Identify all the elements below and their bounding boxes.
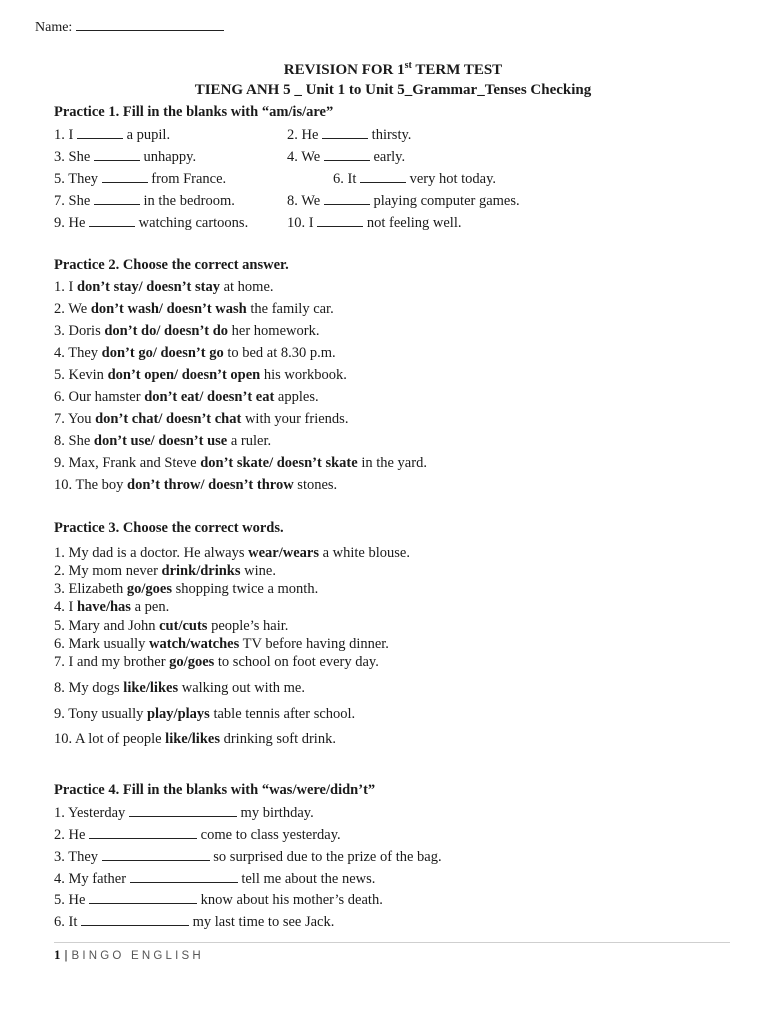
choice-option[interactable]: go/goes [126, 581, 172, 597]
practice3-item: 4. I have/has a pen. [54, 599, 170, 615]
practice4-item: 6. It my last time to see Jack. [54, 914, 335, 930]
footer-brand: BINGO ENGLISH [71, 950, 204, 962]
choice-option[interactable]: like/likes [165, 731, 220, 747]
practice1-item-10: 10. I not feeling well. [287, 215, 462, 231]
answer-blank[interactable] [89, 214, 135, 227]
choice-option[interactable]: don’t throw/ doesn’t throw [127, 477, 294, 493]
answer-blank[interactable] [94, 192, 140, 205]
choice-option[interactable]: go/goes [169, 654, 215, 670]
answer-blank[interactable] [102, 848, 210, 861]
name-field [35, 18, 224, 36]
page-number: 1 [54, 947, 61, 962]
choice-option[interactable]: don’t use/ doesn’t use [93, 433, 228, 449]
choice-option[interactable]: don’t stay/ doesn’t stay [76, 279, 220, 295]
practice2-item: 9. Max, Frank and Steve don’t skate/ doesn’t skate in the yard. [54, 455, 427, 471]
footer-separator: | [64, 950, 68, 962]
choice-option[interactable]: don’t chat/ doesn’t chat [95, 411, 242, 427]
practice1-item-5: 5. They from France. [54, 171, 227, 187]
answer-blank[interactable] [89, 891, 197, 904]
choice-option[interactable]: don’t wash/ doesn’t wash [90, 301, 247, 317]
practice2-item: 3. Doris don’t do/ doesn’t do her homework. [54, 323, 320, 339]
practice3-item: 1. My dad is a doctor. He always wear/wears a white blouse. [54, 545, 410, 561]
practice3-item: 9. Tony usually play/plays table tennis after school. [54, 706, 356, 722]
practice3-item: 3. Elizabeth go/goes shopping twice a month. [54, 581, 319, 597]
practice2-item: 8. She don’t use/ doesn’t use a ruler. [54, 433, 272, 449]
practice2-item: 5. Kevin don’t open/ doesn’t open his workbook. [54, 367, 347, 383]
choice-option[interactable]: have/has [76, 599, 131, 615]
title-text: REVISION FOR 1 [283, 62, 405, 78]
practice2-item: 4. They don’t go/ doesn’t go to bed at 8.30 p.m. [54, 345, 336, 361]
choice-option[interactable]: like/likes [123, 680, 179, 696]
answer-blank[interactable] [94, 148, 140, 161]
page-subtitle: TIENG ANH 5 _ Unit 1 to Unit 5_Grammar_Tenses Checking [194, 82, 592, 98]
practice1-item-3: 3. She unhappy. [54, 149, 197, 165]
practice4-item: 3. They so surprised due to the prize of the bag. [54, 849, 442, 865]
practice3-item: 2. My mom never drink/drinks wine. [54, 563, 276, 579]
practice1-item-9: 9. He watching cartoons. [54, 215, 249, 231]
answer-blank[interactable] [102, 170, 148, 183]
answer-blank[interactable] [130, 870, 238, 883]
answer-blank[interactable] [317, 214, 363, 227]
practice3-item: 8. My dogs like/likes walking out with me. [54, 680, 305, 696]
practice1-item-1: 1. I a pupil. [54, 127, 171, 143]
practice3-item: 10. A lot of people like/likes drinking soft drink. [54, 731, 336, 747]
choice-option[interactable]: watch/watches [149, 636, 240, 652]
practice3-item: 7. I and my brother go/goes to school on foot every day. [54, 654, 379, 670]
practice1-item-7: 7. She in the bedroom. [54, 193, 235, 209]
name-label: Name: [35, 20, 73, 35]
answer-blank[interactable] [360, 170, 406, 183]
choice-option[interactable]: don’t do/ doesn’t do [104, 323, 229, 339]
choice-option[interactable]: play/plays [146, 706, 210, 722]
choice-option[interactable]: drink/drinks [161, 563, 241, 579]
answer-blank[interactable] [77, 126, 123, 139]
name-blank[interactable] [76, 18, 224, 31]
practice4-item: 1. Yesterday my birthday. [54, 805, 314, 821]
footer-divider [54, 942, 730, 943]
practice3-item: 5. Mary and John cut/cuts people’s hair. [54, 618, 289, 634]
choice-option[interactable]: wear/wears [248, 545, 319, 561]
answer-blank[interactable] [129, 804, 237, 817]
practice1-item-4: 4. We early. [287, 149, 406, 165]
practice1-item-6: 6. It very hot today. [333, 171, 497, 187]
practice4-title: Practice 4. Fill in the blanks with “was/were/didn’t” [54, 782, 376, 798]
practice1-item-2: 2. He thirsty. [287, 127, 412, 143]
title-superscript: st [404, 60, 412, 71]
choice-option[interactable]: don’t eat/ doesn’t eat [144, 389, 275, 405]
answer-blank[interactable] [324, 148, 370, 161]
practice1-title: Practice 1. Fill in the blanks with “am/is/are” [54, 104, 334, 120]
practice3-title: Practice 3. Choose the correct words. [54, 520, 284, 536]
practice2-item: 7. You don’t chat/ doesn’t chat with your friends. [54, 411, 349, 427]
practice2-item: 6. Our hamster don’t eat/ doesn’t eat apples. [54, 389, 319, 405]
practice1-item-8: 8. We playing computer games. [287, 193, 520, 209]
practice2-title: Practice 2. Choose the correct answer. [54, 257, 289, 273]
choice-option[interactable]: cut/cuts [159, 618, 208, 634]
choice-option[interactable]: don’t open/ doesn’t open [107, 367, 261, 383]
page-footer [54, 947, 204, 963]
answer-blank[interactable] [89, 826, 197, 839]
page-title [0, 60, 768, 79]
practice4-item: 4. My father tell me about the news. [54, 871, 376, 887]
title-text-end: TERM TEST [411, 62, 503, 78]
answer-blank[interactable] [324, 192, 370, 205]
practice3-item: 6. Mark usually watch/watches TV before having dinner. [54, 636, 389, 652]
answer-blank[interactable] [81, 913, 189, 926]
practice4-item: 5. He know about his mother’s death. [54, 892, 383, 908]
practice2-item: 1. I don’t stay/ doesn’t stay at home. [54, 279, 274, 295]
choice-option[interactable]: don’t go/ doesn’t go [101, 345, 224, 361]
practice2-item: 10. The boy don’t throw/ doesn’t throw stones. [54, 477, 338, 493]
choice-option[interactable]: don’t skate/ doesn’t skate [200, 455, 358, 471]
answer-blank[interactable] [322, 126, 368, 139]
practice2-item: 2. We don’t wash/ doesn’t wash the family car. [54, 301, 334, 317]
practice4-item: 2. He come to class yesterday. [54, 827, 341, 843]
